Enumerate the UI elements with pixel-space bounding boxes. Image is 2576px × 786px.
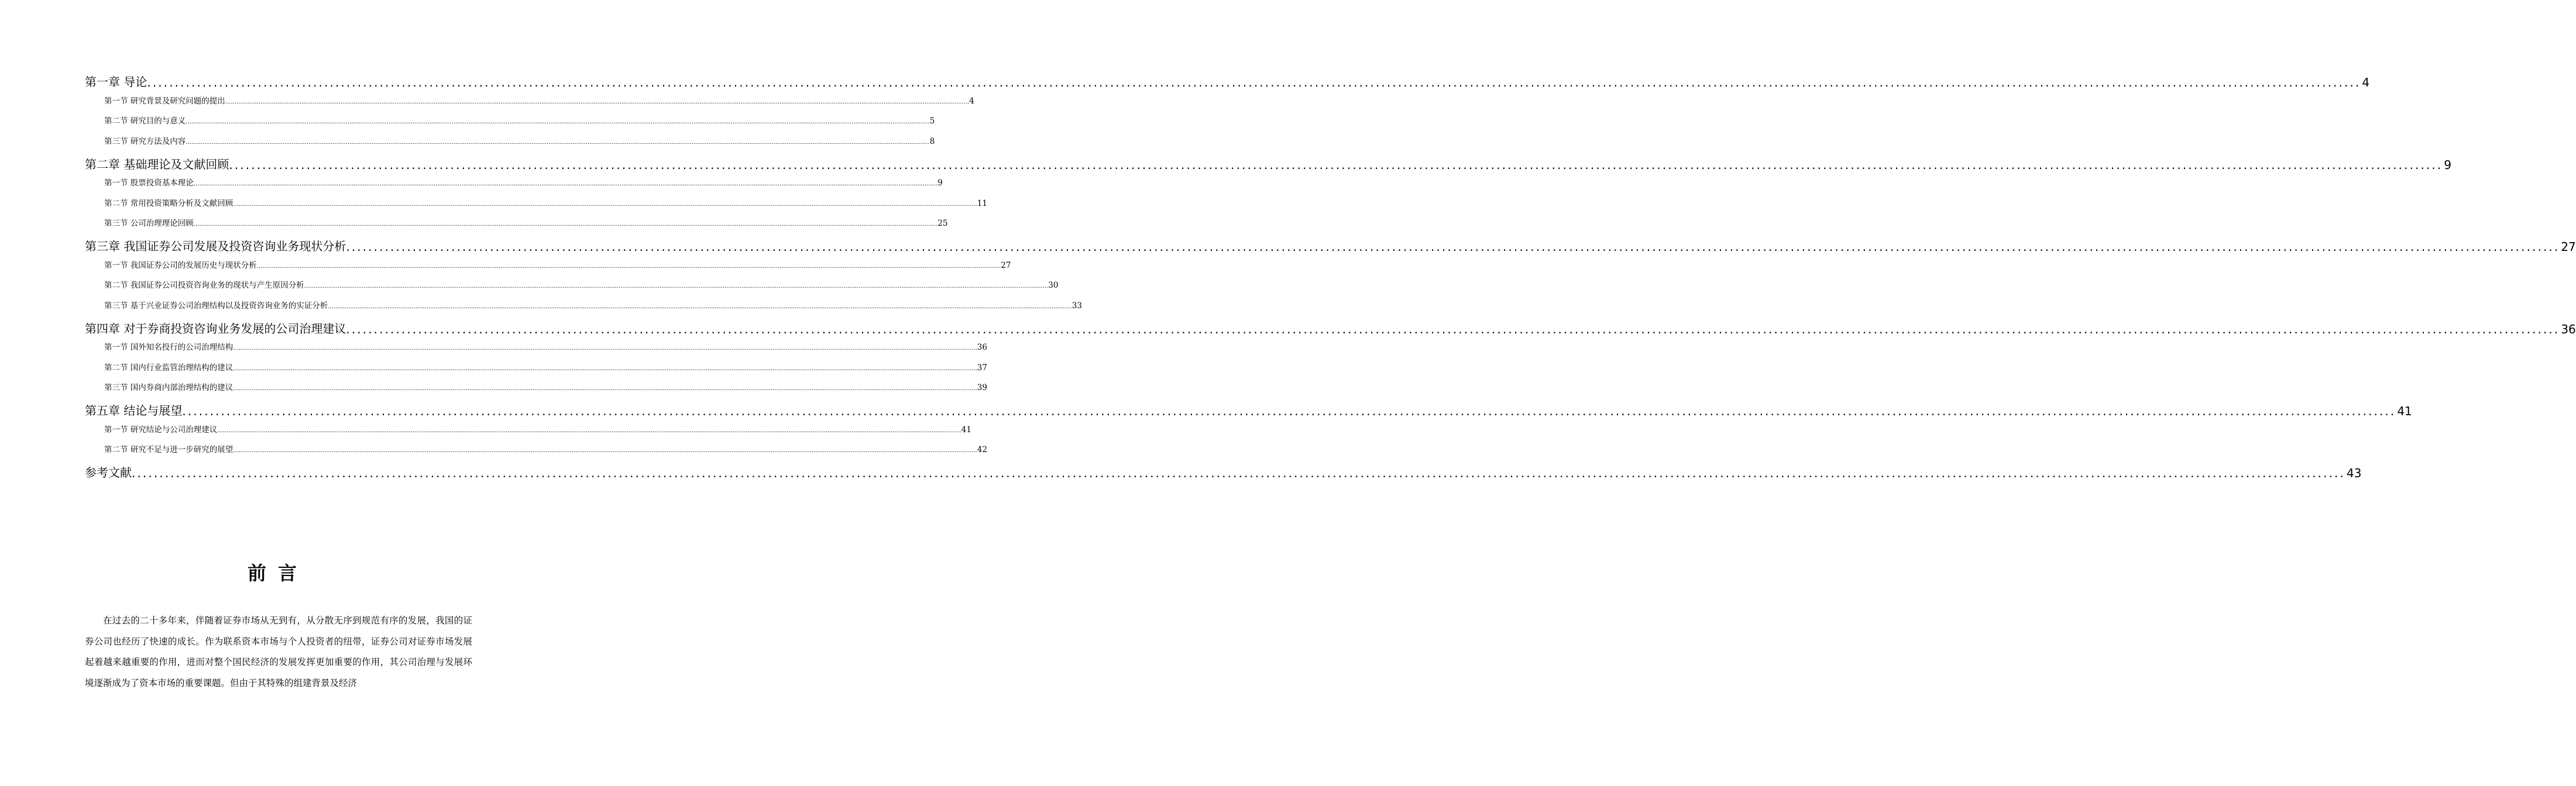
toc-chapter-entry[interactable] — [85, 69, 2370, 91]
toc-page-number: 42 — [977, 445, 987, 454]
toc-entry-title: 第三章 我国证券公司发展及投资咨询业务现状分析 — [85, 239, 346, 253]
toc-dot-leader: ................................................................................................................................................................................................................................................................................................................................................................................................................ — [186, 119, 930, 125]
toc-section-entry[interactable] — [85, 91, 974, 111]
toc-dot-leader: ................................................................................................................................................................................................................................................................................................................................................................................................................ — [233, 385, 977, 392]
toc-section-entry[interactable] — [85, 193, 987, 213]
preface-body: 在过去的二十多年来，伴随着证券市场从无到有，从分散无序到规范有序的发展，我国的证券公司也经历了快速的成长。作为联系资本市场与个人投资者的纽带，证券公司对证券市场发展起着越来越重要的作用，进而对整个国民经济的发展发挥更加重要的作用，其公司治理与发展环境逐渐成为了资本市场的重要课题。但由于其特殊的组建背景及经济 — [85, 615, 472, 688]
toc-dot-leader: ................................................................................................................................................................................................................................................................................................................................................................................................................ — [132, 466, 2345, 480]
toc-entry-title: 第三节 基于兴业证券公司治理结构以及投资咨询业务的实证分析 — [104, 301, 328, 311]
toc-entry-title: 第三节 公司治理理论回顾 — [104, 219, 194, 228]
toc-chapter-entry[interactable] — [85, 316, 2576, 337]
toc-dot-leader: ................................................................................................................................................................................................................................................................................................................................................................................................................ — [346, 322, 2560, 336]
toc-page-number: 39 — [977, 383, 987, 392]
toc-chapter-entry[interactable] — [85, 398, 2412, 419]
toc-page-number: 41 — [2397, 404, 2412, 418]
toc-section-entry[interactable] — [85, 295, 1082, 316]
toc-section-entry[interactable] — [85, 275, 1059, 296]
toc-section-entry[interactable] — [85, 111, 935, 132]
toc-page-number: 8 — [929, 136, 935, 146]
toc-section-entry[interactable] — [85, 419, 971, 440]
table-of-contents — [85, 69, 2576, 481]
toc-chapter-entry[interactable] — [85, 233, 2576, 255]
toc-dot-leader: ................................................................................................................................................................................................................................................................................................................................................................................................................ — [256, 263, 1001, 270]
toc-dot-leader: ................................................................................................................................................................................................................................................................................................................................................................................................................ — [193, 181, 938, 187]
toc-entry-title: 第五章 结论与展望 — [85, 404, 183, 418]
toc-entry-title: 第一节 我国证券公司的发展历史与现状分析 — [104, 260, 257, 270]
toc-entry-title: 第二章 基础理论及文献回顾 — [85, 157, 229, 171]
toc-section-entry[interactable] — [85, 173, 943, 194]
toc-section-entry[interactable] — [85, 213, 948, 234]
toc-section-entry[interactable] — [85, 357, 987, 378]
toc-entry-title: 第一节 国外知名投行的公司治理结构 — [104, 343, 233, 352]
toc-entry-title: 第一节 研究结论与公司治理建议 — [104, 425, 218, 435]
toc-dot-leader: ................................................................................................................................................................................................................................................................................................................................................................................................................ — [328, 303, 1072, 310]
toc-page-number: 30 — [1048, 281, 1059, 290]
toc-dot-leader: ................................................................................................................................................................................................................................................................................................................................................................................................................ — [147, 75, 2361, 89]
toc-page-number: 9 — [2444, 157, 2452, 172]
toc-dot-leader: ................................................................................................................................................................................................................................................................................................................................................................................................................ — [233, 345, 977, 351]
toc-entry-title: 参考文献 — [85, 466, 132, 480]
toc-entry-title: 第三节 国内券商内部治理结构的建议 — [104, 383, 233, 392]
toc-dot-leader: ................................................................................................................................................................................................................................................................................................................................................................................................................ — [217, 427, 961, 434]
toc-page-number: 27 — [2561, 240, 2576, 254]
preface-title: 前言 — [247, 562, 308, 584]
toc-page-number: 37 — [977, 363, 987, 373]
toc-chapter-entry[interactable] — [85, 151, 2452, 173]
toc-entry-title: 第二节 常用投资策略分析及文献回顾 — [104, 198, 233, 208]
toc-entry-title: 第三节 研究方法及内容 — [104, 136, 186, 146]
toc-entry-title: 第一节 研究背景及研究问题的提出 — [104, 96, 225, 106]
toc-dot-leader: ................................................................................................................................................................................................................................................................................................................................................................................................................ — [182, 404, 2396, 418]
toc-page-number: 4 — [2362, 75, 2370, 89]
toc-page-number: 27 — [1001, 260, 1011, 270]
toc-entry-title: 第一章 导论 — [85, 75, 147, 89]
toc-section-entry[interactable] — [85, 131, 935, 151]
toc-dot-leader: ................................................................................................................................................................................................................................................................................................................................................................................................................ — [233, 201, 977, 208]
toc-page-number: 4 — [969, 96, 974, 106]
toc-page-number: 36 — [977, 343, 987, 352]
toc-page-number: 9 — [937, 178, 943, 188]
toc-dot-leader: ................................................................................................................................................................................................................................................................................................................................................................................................................ — [186, 139, 930, 146]
toc-dot-leader: ................................................................................................................................................................................................................................................................................................................................................................................................................ — [229, 157, 2443, 172]
toc-entry-title: 第二节 我国证券公司投资咨询业务的现状与产生原因分析 — [104, 281, 304, 290]
toc-dot-leader: ................................................................................................................................................................................................................................................................................................................................................................................................................ — [233, 447, 977, 454]
toc-page-number: 11 — [977, 198, 987, 208]
toc-section-entry[interactable] — [85, 337, 987, 358]
toc-dot-leader: ................................................................................................................................................................................................................................................................................................................................................................................................................ — [225, 98, 970, 105]
toc-entry-title: 第二节 研究目的与意义 — [104, 116, 186, 126]
toc-entry-title: 第四章 对于券商投资咨询业务发展的公司治理建议 — [85, 321, 346, 336]
toc-chapter-entry[interactable] — [85, 460, 2362, 481]
toc-page-number: 43 — [2346, 466, 2362, 480]
toc-page-number: 36 — [2561, 322, 2576, 336]
toc-entry-title: 第二节 国内行业监管治理结构的建议 — [104, 363, 233, 373]
toc-page-number: 5 — [929, 116, 935, 126]
toc-dot-leader: ................................................................................................................................................................................................................................................................................................................................................................................................................ — [193, 221, 938, 227]
toc-section-entry[interactable] — [85, 378, 987, 398]
toc-page-number: 25 — [937, 219, 948, 228]
toc-page-number: 33 — [1071, 301, 1082, 311]
toc-section-entry[interactable] — [85, 255, 1011, 275]
toc-page-number: 41 — [961, 425, 971, 435]
toc-dot-leader: ................................................................................................................................................................................................................................................................................................................................................................................................................ — [346, 240, 2560, 254]
toc-entry-title: 第二节 研究不足与进一步研究的展望 — [104, 445, 233, 454]
toc-dot-leader: ................................................................................................................................................................................................................................................................................................................................................................................................................ — [233, 365, 977, 372]
toc-entry-title: 第一节 股票投资基本理论 — [104, 178, 194, 188]
toc-section-entry[interactable] — [85, 440, 987, 460]
toc-dot-leader: ................................................................................................................................................................................................................................................................................................................................................................................................................ — [304, 283, 1049, 289]
